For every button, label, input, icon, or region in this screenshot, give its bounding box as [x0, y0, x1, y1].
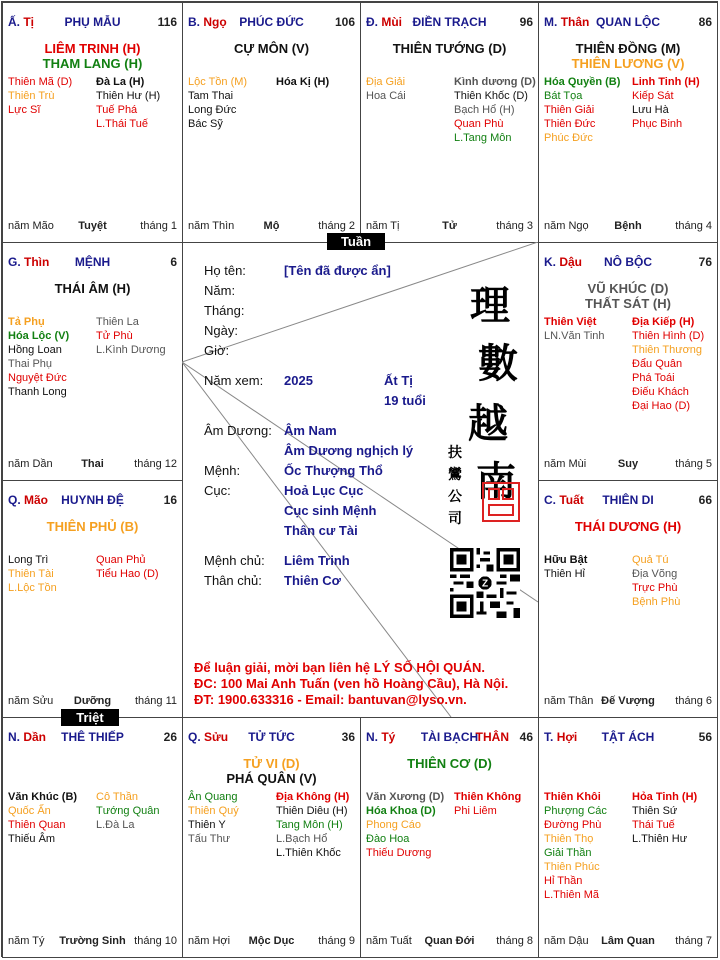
minor-star: Tam Thai	[188, 90, 234, 102]
minor-star: Cô Thần	[96, 791, 138, 803]
minor-star: Kiếp Sát	[632, 90, 674, 102]
minor-star: Lực Sĩ	[8, 104, 41, 116]
minor-star: Hữu Bật	[544, 554, 588, 566]
main-star: PHÁ QUÂN (V)	[226, 771, 317, 786]
minor-stars-right	[96, 553, 159, 581]
seal-small-char: 鸞	[448, 467, 462, 483]
truong-sinh-stage: Mộ	[263, 220, 280, 232]
luu-nguyet-month: tháng 12	[134, 458, 177, 470]
minor-stars-left	[544, 553, 587, 581]
am-duong-note: Âm Dương nghịch lý	[284, 443, 414, 458]
minor-star: Địa Võng	[632, 568, 678, 580]
dai-han-number: 36	[341, 730, 355, 744]
minor-star: Đường Phù	[544, 819, 602, 831]
palace-ty[interactable]	[2, 2, 183, 243]
truong-sinh-stage: Đế Vượng	[601, 695, 655, 707]
palace-header	[8, 730, 177, 746]
minor-star: L.Bạch Hổ	[276, 833, 328, 845]
palace-header	[188, 730, 355, 746]
minor-star: Thiên Hỉ	[544, 568, 585, 580]
minor-star: Phượng Các	[544, 805, 607, 817]
minor-star: Phi Liêm	[454, 805, 497, 817]
palace-footer	[544, 220, 712, 234]
minor-star: Tướng Quân	[96, 805, 160, 817]
luu-nien-year: năm Tuất	[366, 935, 412, 947]
minor-star: Thiên Khốc (D)	[454, 90, 528, 102]
nam-xem-value: 2025	[284, 373, 313, 388]
minor-star: Tang Môn (H)	[276, 819, 343, 831]
minor-star: L.Thiên Hư	[632, 833, 688, 845]
dai-han-number: 96	[519, 15, 533, 29]
palace-name: TẬT ÁCH	[601, 730, 655, 744]
minor-stars-left	[544, 315, 605, 343]
minor-star: Long Trì	[8, 554, 49, 566]
can-label: N.	[366, 730, 378, 744]
luu-nguyet-month: tháng 4	[675, 220, 712, 232]
luu-nguyet-month: tháng 8	[496, 935, 533, 947]
calligraphy-char: 越	[468, 400, 508, 447]
minor-star: L.Tang Môn	[454, 132, 512, 144]
minor-star: Thiếu Dương	[366, 847, 432, 859]
minor-star: Thiên Y	[188, 819, 226, 831]
minor-star: Nguyệt Đức	[8, 372, 67, 384]
dai-han-number: 116	[157, 15, 177, 29]
palace-name: THIÊN DI	[602, 493, 654, 507]
minor-stars-right	[632, 790, 697, 846]
palace-mao[interactable]	[2, 480, 183, 718]
minor-stars-left	[8, 553, 57, 595]
minor-stars-left	[188, 790, 239, 846]
minor-star: L.Thiên Khốc	[276, 847, 341, 859]
minor-star: L.Đà La	[96, 819, 135, 831]
minor-star: Văn Xương (D)	[366, 791, 445, 803]
minor-star: Tử Phù	[96, 330, 133, 342]
minor-star: Thiên Tài	[8, 568, 54, 580]
minor-star: Đào Hoa	[366, 833, 410, 845]
minor-star: Điếu Khách	[632, 386, 689, 398]
dai-han-number: 86	[698, 15, 712, 29]
minor-star: Thiên Việt	[544, 316, 597, 328]
palace-footer	[366, 220, 533, 234]
minor-stars-right	[632, 315, 704, 413]
minor-star: Thiên La	[96, 316, 139, 328]
minor-star: Thiên Phúc	[544, 861, 600, 873]
truong-sinh-stage: Trường Sinh	[59, 935, 126, 947]
can-label: Q.	[8, 493, 21, 507]
svg-text:Z: Z	[481, 578, 489, 590]
chi-label: Dần	[23, 730, 47, 744]
palace-name: TÀI BẠCH	[420, 730, 479, 744]
minor-stars-right	[632, 553, 680, 609]
minor-stars-right	[96, 790, 160, 832]
minor-stars-left	[544, 75, 620, 145]
palace-tuat[interactable]	[538, 480, 718, 718]
ho-ten-label: Họ tên:	[204, 263, 246, 278]
dai-han-number: 26	[163, 730, 177, 744]
minor-star: Bệnh Phù	[632, 596, 681, 608]
gio-label: Giờ:	[204, 343, 230, 358]
minor-star: Quan Phù	[454, 118, 504, 130]
minor-star: Đẩu Quân	[632, 358, 683, 370]
luu-nguyet-month: tháng 5	[675, 458, 712, 470]
triet-marker: Triệt	[61, 709, 119, 726]
minor-star: Đại Hao (D)	[632, 400, 691, 412]
minor-star: Quả Tú	[632, 554, 669, 566]
contact-phone-email[interactable]: ĐT: 1900.633316 - Email: bantuvan@lyso.vn.	[194, 692, 467, 707]
minor-star: Thiên Quan	[8, 819, 66, 831]
minor-stars-left	[8, 790, 77, 846]
palace-name: PHỤ MẪU	[64, 15, 121, 29]
luu-nguyet-month: tháng 3	[496, 220, 533, 232]
main-star: THIÊN TƯỚNG (D)	[392, 41, 507, 56]
palace-dau[interactable]	[538, 242, 718, 481]
palace-mui[interactable]	[360, 2, 539, 243]
can-label: Đ.	[366, 15, 378, 29]
seal-small-char: 公	[448, 489, 462, 505]
minor-star: L.Thiên Mã	[544, 889, 600, 901]
dai-han-number: 16	[163, 493, 177, 507]
palace-name: PHÚC ĐỨC	[239, 15, 304, 29]
luu-nguyet-month: tháng 2	[318, 220, 355, 232]
dai-han-number: 46	[519, 730, 533, 744]
than-cu: Thân cư Tài	[284, 523, 358, 538]
can-label: K.	[544, 255, 556, 269]
main-star: THÁI ÂM (H)	[54, 281, 131, 296]
luu-nien-year: năm Ngọ	[544, 220, 589, 232]
minor-stars-right	[96, 75, 160, 131]
minor-star: Phá Toái	[632, 372, 675, 384]
minor-stars-left	[366, 790, 444, 860]
minor-star: Bác Sỹ	[188, 118, 223, 130]
palace-name: TỬ TỨC	[248, 730, 295, 744]
truong-sinh-stage: Bệnh	[614, 220, 642, 232]
menh-chu-label: Mệnh chủ:	[204, 553, 265, 568]
thang-label: Tháng:	[204, 303, 245, 318]
palace-header	[544, 493, 712, 509]
am-duong-label: Âm Dương:	[204, 423, 272, 438]
nam-xem-label: Năm xem:	[204, 373, 264, 388]
menh-label: Mệnh:	[204, 463, 241, 478]
minor-star: Thai Phụ	[8, 358, 53, 370]
minor-star: Phúc Đức	[544, 132, 593, 144]
dai-han-number: 66	[698, 493, 712, 507]
minor-star: Hóa Quyền (B)	[544, 76, 621, 88]
cuc-label: Cục:	[204, 483, 231, 498]
calligraphy-char: 南	[476, 458, 516, 505]
minor-star: Thiên Trù	[8, 90, 55, 102]
minor-stars-right	[276, 790, 349, 860]
minor-star: Tiểu Hao (D)	[96, 568, 159, 580]
palace-hoi[interactable]	[538, 717, 718, 958]
luu-nien-year: năm Dần	[8, 458, 53, 470]
minor-star: L.Kình Dương	[96, 344, 166, 356]
minor-stars-left	[8, 75, 72, 117]
palace-name: ĐIỀN TRẠCH	[412, 15, 487, 29]
palace-name: NÔ BỘC	[604, 255, 652, 269]
minor-star: Hoa Cái	[366, 90, 406, 102]
truong-sinh-stage: Suy	[617, 458, 639, 470]
main-star: VŨ KHÚC (D)	[587, 281, 669, 296]
palace-header	[544, 15, 712, 31]
chi-label: Thân	[560, 15, 590, 29]
minor-star: Thiên Mã (D)	[8, 76, 73, 88]
minor-star: Long Đức	[188, 104, 237, 116]
minor-star: Hồng Loan	[8, 344, 62, 356]
menh-value: Ốc Thượng Thổ	[284, 463, 383, 478]
chi-label: Tuất	[559, 493, 584, 507]
chi-label: Hợi	[556, 730, 578, 744]
tuoi-value: 19 tuổi	[384, 393, 426, 408]
ngay-label: Ngày:	[204, 323, 238, 338]
minor-star: Văn Khúc (B)	[8, 791, 78, 803]
luu-nien-year: năm Tị	[366, 220, 400, 232]
truong-sinh-stage: Lâm Quan	[601, 935, 655, 947]
minor-stars-left	[366, 75, 406, 103]
main-star: THAM LANG (H)	[42, 56, 143, 71]
ho-ten-value: [Tên đã được ẩn]	[284, 263, 391, 278]
can-label: Ấ.	[8, 15, 20, 29]
luu-nien-year: năm Hợi	[188, 935, 231, 947]
minor-star: Thiên Diêu (H)	[276, 805, 348, 817]
minor-star: Hóa Khoa (D)	[366, 805, 436, 817]
minor-star: Phong Cáo	[366, 819, 422, 831]
minor-stars-right	[454, 75, 536, 145]
palace-footer	[544, 935, 712, 949]
minor-stars-left	[8, 315, 69, 399]
minor-star: Thái Tuế	[632, 819, 675, 831]
minor-star: Thiên Thương	[632, 344, 703, 356]
luu-nguyet-month: tháng 10	[134, 935, 177, 947]
minor-star: Thiên Đức	[544, 118, 596, 130]
minor-star: Tấu Thư	[188, 833, 231, 845]
minor-star: Ân Quang	[188, 791, 238, 803]
palace-ngo[interactable]	[182, 2, 361, 243]
minor-stars-left	[544, 790, 607, 902]
luu-nien-year: năm Thìn	[188, 220, 235, 232]
truong-sinh-stage: Mộc Dục	[248, 935, 295, 947]
dai-han-number: 6	[170, 255, 177, 269]
main-star: THIÊN ĐỒNG (M)	[575, 41, 681, 56]
palace-header	[544, 255, 712, 271]
luu-nguyet-month: tháng 6	[675, 695, 712, 707]
minor-star: Thiên Hình (D)	[632, 330, 705, 342]
minor-star: Đà La (H)	[96, 76, 145, 88]
main-star: THIÊN CƠ (D)	[407, 756, 492, 771]
minor-star: Thiên Khôi	[544, 791, 601, 803]
can-label: Q.	[188, 730, 201, 744]
minor-star: Bát Tọa	[544, 90, 583, 102]
minor-star: Địa Kiếp (H)	[632, 316, 695, 328]
minor-star: Thiên Quý	[188, 805, 239, 817]
can-label: M.	[544, 15, 558, 29]
palace-footer	[544, 695, 712, 709]
minor-star: Phục Binh	[632, 118, 683, 130]
can-label: G.	[8, 255, 21, 269]
palace-header	[188, 15, 355, 31]
chi-label: Tị	[23, 15, 35, 29]
truong-sinh-stage: Dưỡng	[73, 695, 112, 707]
contact-address: ĐC: 100 Mai Anh Tuấn (ven hồ Hoàng Cầu), Hà Nội.	[194, 676, 509, 691]
palace-name: QUAN LỘC	[596, 15, 660, 29]
minor-stars-right	[632, 75, 700, 131]
minor-star: Hỉ Thần	[544, 875, 583, 887]
minor-star: L.Lộc Tồn	[8, 582, 57, 594]
minor-star: Địa Giải	[366, 76, 406, 88]
minor-stars-right	[96, 315, 166, 357]
palace-header	[544, 730, 712, 746]
palace-footer	[8, 458, 177, 472]
palace-header	[8, 255, 177, 271]
calligraphy-char: 數	[478, 340, 518, 387]
minor-star: Quan Phủ	[96, 554, 146, 566]
palace-header	[8, 493, 177, 509]
minor-star: Hóa Lộc (V)	[8, 330, 70, 342]
minor-star: Hỏa Tinh (H)	[632, 791, 698, 803]
luu-nien-year: năm Mão	[8, 220, 54, 232]
center-panel	[182, 242, 538, 717]
minor-star: Thiếu Âm	[8, 833, 56, 845]
luu-nguyet-month: tháng 11	[134, 695, 177, 707]
palace-thin[interactable]	[2, 242, 183, 481]
chi-label: Dậu	[559, 255, 583, 269]
minor-star: Quốc Ấn	[8, 805, 51, 817]
dai-han-number: 56	[698, 730, 712, 744]
dai-han-number: 106	[334, 15, 355, 29]
can-label: B.	[188, 15, 200, 29]
minor-star: Tả Phụ	[8, 316, 45, 328]
minor-stars-right	[276, 75, 329, 89]
palace-footer	[8, 220, 177, 234]
palace-header	[8, 15, 177, 31]
chi-label: Mão	[24, 493, 49, 507]
minor-star: Giải Thần	[544, 847, 592, 859]
palace-than[interactable]	[538, 2, 718, 243]
minor-star: Thiên Hư (H)	[96, 90, 161, 102]
minor-star: Địa Không (H)	[276, 791, 350, 803]
luu-nien-year: năm Dậu	[544, 935, 589, 947]
minor-star: L.Thái Tuế	[96, 118, 148, 130]
minor-stars-right	[454, 790, 521, 818]
red-seal-stamp	[482, 482, 520, 522]
main-star: THẤT SÁT (H)	[585, 296, 671, 311]
tuan-marker: Tuần	[327, 233, 385, 250]
palace-ty2[interactable]	[360, 717, 539, 958]
nam-label: Năm:	[204, 283, 236, 298]
minor-star: Bạch Hổ (H)	[454, 104, 515, 116]
palace-header	[366, 730, 533, 746]
seal-small-char: 扶	[448, 445, 462, 461]
nam-xem-can-chi: Ất Tị	[384, 373, 413, 388]
minor-star: LN.Văn Tinh	[544, 330, 605, 342]
minor-star: Kình dương (D)	[454, 76, 536, 88]
minor-star: Thiên Thọ	[544, 833, 594, 845]
chi-label: Thìn	[24, 255, 50, 269]
can-label: N.	[8, 730, 20, 744]
qr-code[interactable]	[450, 548, 520, 618]
luu-nguyet-month: tháng 7	[675, 935, 712, 947]
minor-star: Lộc Tồn (M)	[188, 76, 248, 88]
than-chu-value: Thiên Cơ	[284, 573, 341, 588]
luu-nguyet-month: tháng 1	[140, 220, 177, 232]
luu-nguyet-month: tháng 9	[318, 935, 355, 947]
minor-star: Trực Phù	[632, 582, 678, 594]
can-label: T.	[544, 730, 554, 744]
palace-suu[interactable]	[182, 717, 361, 958]
palace-footer	[188, 220, 355, 234]
cuc-value: Hoả Lục Cục	[284, 483, 364, 498]
truong-sinh-stage: Thai	[81, 458, 104, 470]
minor-star: Linh Tinh (H)	[632, 76, 700, 88]
main-star: THÁI DƯƠNG (H)	[574, 519, 682, 534]
palace-name: HUYNH ĐỆ	[61, 493, 124, 507]
main-star: THIÊN PHỦ (B)	[46, 519, 139, 534]
palace-name: THÊ THIẾP	[61, 730, 124, 744]
minor-star: Thiên Sứ	[632, 805, 678, 817]
minor-star: Lưu Hà	[632, 104, 669, 116]
minor-star: Tuế Phá	[96, 104, 138, 116]
luu-nien-year: năm Tý	[8, 935, 45, 947]
minor-star: Thiên Giải	[544, 104, 595, 116]
chi-label: Mùi	[381, 15, 403, 29]
chi-label: Ngọ	[203, 15, 227, 29]
contact-line-1: Để luận giải, mời bạn liên hệ LÝ SỐ HỘI QUÁN.	[194, 660, 485, 675]
palace-name: MỆNH	[74, 255, 111, 269]
menh-chu-value: Liêm Trinh	[284, 553, 350, 568]
palace-footer	[544, 458, 712, 472]
palace-dan[interactable]	[2, 717, 183, 958]
am-duong-value: Âm Nam	[284, 423, 337, 438]
calligraphy-char: 理	[470, 282, 510, 329]
than-chu-label: Thân chủ:	[204, 573, 262, 588]
truong-sinh-stage: Quan Đới	[424, 935, 475, 947]
truong-sinh-stage: Tử	[442, 220, 457, 232]
truong-sinh-stage: Tuyệt	[78, 220, 107, 232]
cuc-relation: Cục sinh Mệnh	[284, 503, 377, 518]
dai-han-number: 76	[698, 255, 712, 269]
palace-footer	[8, 695, 177, 709]
luu-nien-year: năm Sửu	[8, 695, 54, 707]
palace-footer	[366, 935, 533, 949]
palace-footer	[188, 935, 355, 949]
minor-star: Hóa Kị (H)	[276, 76, 330, 88]
minor-stars-left	[188, 75, 247, 131]
main-star: CỰ MÔN (V)	[233, 41, 310, 56]
minor-star: Thiên Không	[454, 791, 522, 803]
minor-star: Thanh Long	[8, 386, 67, 398]
main-star: LIÊM TRINH (H)	[44, 41, 141, 56]
luu-nien-year: năm Thân	[544, 695, 594, 707]
main-star: THIÊN LƯƠNG (V)	[571, 56, 685, 71]
than-marker: THÂN	[475, 730, 509, 744]
chi-label: Tý	[381, 730, 396, 744]
chi-label: Sửu	[204, 730, 229, 744]
seal-small-char: 司	[448, 511, 462, 527]
can-label: C.	[544, 493, 556, 507]
main-star: TỬ VI (D)	[243, 756, 300, 771]
palace-header	[366, 15, 533, 31]
luu-nien-year: năm Mùi	[544, 458, 587, 470]
palace-footer	[8, 935, 177, 949]
